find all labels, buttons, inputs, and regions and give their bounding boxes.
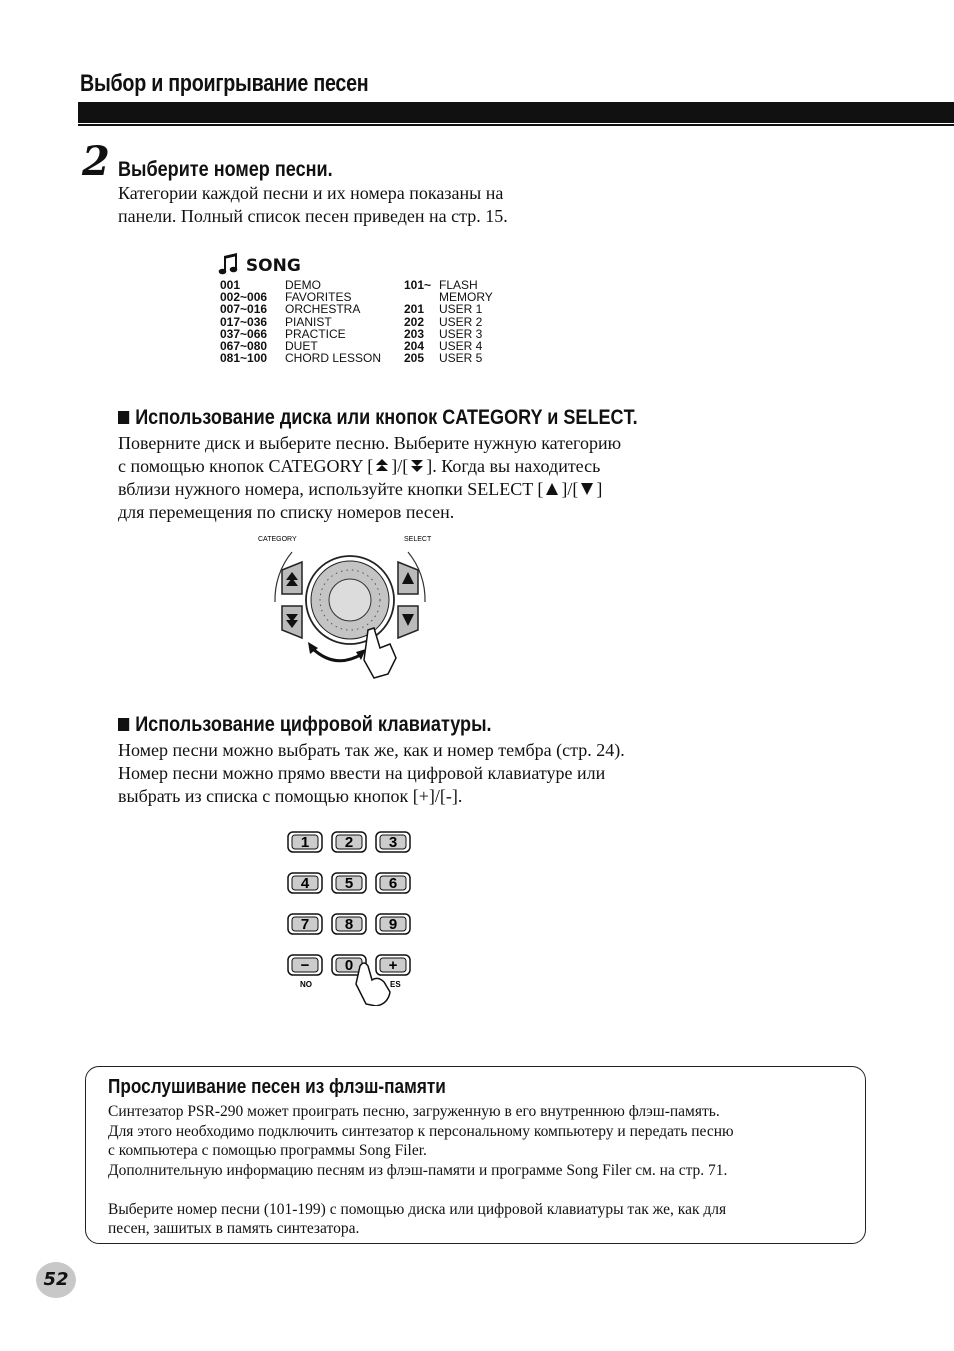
page-number-badge	[36, 1262, 76, 1298]
section-dial-title: Использование диска или кнопок CATEGORY и SELECT.	[118, 406, 638, 430]
square-bullet-icon	[118, 411, 129, 424]
category-down-button[interactable]	[282, 606, 302, 638]
svg-text:1: 1	[300, 834, 310, 851]
music-note-icon	[218, 252, 240, 276]
double-down-arrow-icon	[410, 458, 424, 474]
svg-text:+: +	[388, 957, 398, 974]
rotation-arrow-icon	[312, 648, 362, 661]
header-bar	[78, 102, 954, 123]
key-3[interactable]	[376, 832, 410, 852]
key-1[interactable]	[288, 832, 322, 852]
svg-text:9: 9	[388, 916, 398, 933]
up-triangle-icon	[545, 482, 559, 496]
key-6[interactable]	[376, 873, 410, 893]
header-rule	[78, 124, 954, 126]
step-description	[118, 182, 508, 228]
svg-text:6: 6	[388, 875, 398, 892]
svg-text:3: 3	[388, 834, 398, 851]
key-4[interactable]	[288, 873, 322, 893]
pointing-hand-icon	[364, 628, 396, 678]
svg-text:4: 4	[300, 875, 310, 892]
step-line-2: панели. Полный список песен приведен на стр. 15.	[118, 206, 508, 226]
section-dial-text: Поверните диск и выберите песню. Выберите нужную категорию с помощью кнопок CATEGORY [ ]/[ ]. Когда вы находитесь вблизи нужного номера, используйте кнопки SELECT [ ]/[ ] для перемещения по списку номеров песен.	[118, 433, 622, 522]
step-title: Выберите номер песни.	[118, 158, 333, 181]
note-body: Синтезатор PSR-290 может проиграть песню, загруженную в его внутреннюю флэш-память. Для этого необходимо подключить синтезатор к персональному компьютеру и передать песню с компьютера с помощью программы Song Filer. Дополнительную информацию песням из флэш-памяти и программе Song Filer см. на стр. 71. Выберите номер песни (101-199) с помощью диска или цифровой клавиатуры так же, как для песен, зашитых в память синтезатора.	[108, 1103, 734, 1237]
square-bullet-icon	[118, 718, 129, 731]
svg-text:0: 0	[344, 957, 354, 974]
page-number: 52	[43, 1269, 69, 1290]
step-number: 2	[82, 138, 110, 185]
double-up-arrow-icon	[375, 458, 389, 474]
key-plus[interactable]	[376, 955, 410, 975]
section-header-title: Выбор и проигрывание песен	[80, 70, 369, 97]
svg-text:5: 5	[344, 875, 354, 892]
key-7[interactable]	[288, 914, 322, 934]
select-label: SELECT	[404, 536, 432, 543]
note-title: Прослушивание песен из флэш-памяти	[108, 1076, 446, 1098]
dial-illustration	[250, 530, 450, 680]
select-down-button[interactable]	[398, 606, 418, 638]
key-5[interactable]	[332, 873, 366, 893]
number-keypad	[280, 826, 420, 1006]
category-label: CATEGORY	[258, 536, 297, 543]
svg-text:2: 2	[344, 834, 354, 851]
data-dial[interactable]	[306, 556, 394, 644]
key-9[interactable]	[376, 914, 410, 934]
song-panel-title: SONG	[245, 256, 301, 276]
section-keypad-title: Использование цифровой клавиатуры.	[118, 713, 492, 737]
svg-text:8: 8	[344, 916, 354, 933]
section-keypad-text: Номер песни можно выбрать так же, как и номер тембра (стр. 24). Номер песни можно прямо ввести на цифровой клавиатуре или выбрать из списка с помощью кнопок [+]/[-].	[118, 740, 625, 806]
song-panel-header	[218, 252, 301, 276]
yes-label: ES	[390, 980, 401, 989]
select-up-button[interactable]	[398, 562, 418, 594]
category-up-button[interactable]	[282, 562, 302, 594]
key-minus[interactable]	[288, 955, 322, 975]
svg-text:7: 7	[300, 916, 310, 933]
no-label: NO	[300, 980, 312, 989]
key-8[interactable]	[332, 914, 366, 934]
down-triangle-icon	[580, 482, 594, 496]
key-2[interactable]	[332, 832, 366, 852]
svg-text:−: −	[300, 957, 310, 974]
step-line-1: Категории каждой песни и их номера показаны на	[118, 183, 504, 203]
